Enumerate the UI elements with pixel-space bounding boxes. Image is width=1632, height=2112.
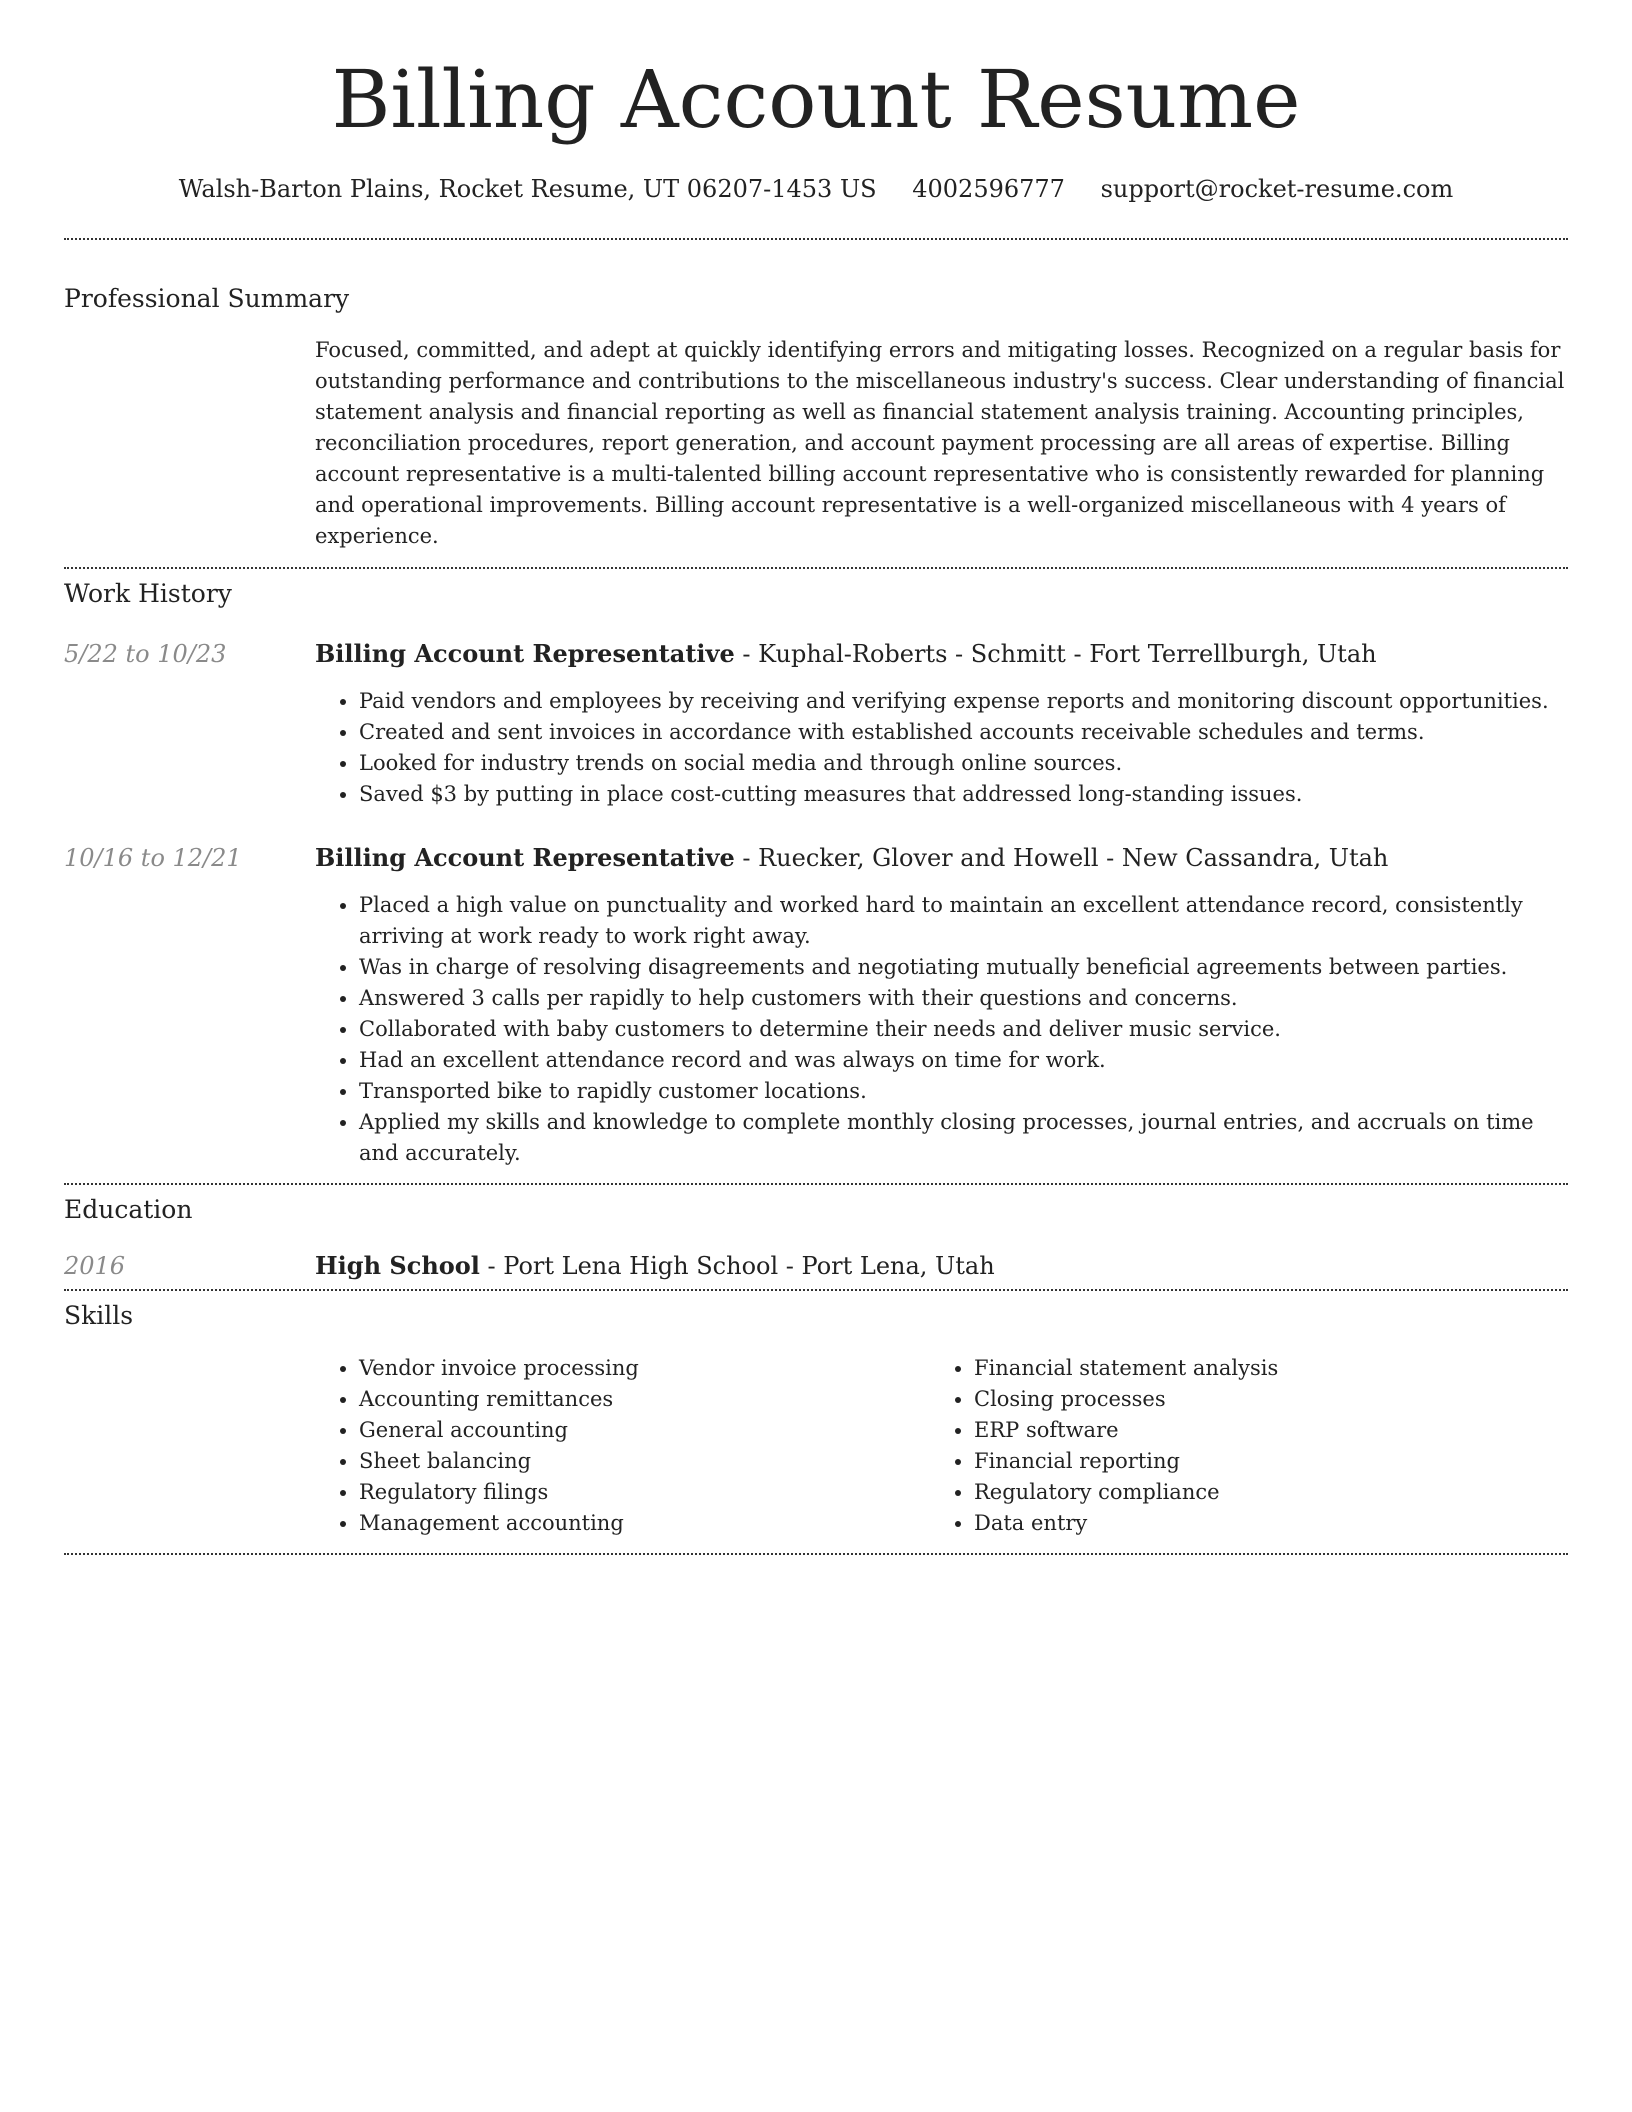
skill-item: • Regulatory filings [359,1477,930,1508]
skills-list-right [930,1353,1430,1539]
contact-info [64,172,1568,206]
skills-row [64,1353,1568,1539]
job-details: - Ruecker, Glover and Howell - New Cassandra, Utah [734,844,1389,872]
work-history-section [64,577,1568,1183]
job-bullet: • Looked for industry trends on social media and through online sources. [359,748,1568,779]
contact-phone: 4002596777 [912,175,1065,203]
skill-item: • Accounting remittances [359,1384,930,1415]
job-title-line [315,841,1568,875]
job-details: - Kuphal-Roberts - Schmitt - Fort Terrellburgh, Utah [734,640,1377,668]
job-bullets [315,890,1568,1169]
education-section [64,1193,1568,1283]
job-bullet: • Transported bike to rapidly customer locations. [359,1076,1568,1107]
job-bullet: • Collaborated with baby customers to determine their needs and deliver music service. [359,1014,1568,1045]
skill-item: • Management accounting [359,1508,930,1539]
section-divider [64,1553,1568,1555]
summary-section [64,282,1568,567]
skills-list-left [315,1353,930,1539]
skill-item: • Regulatory compliance [974,1477,1430,1508]
work-history-heading: Work History [64,579,232,608]
education-entry [64,1249,1568,1283]
contact-address: Walsh-Barton Plains, Rocket Resume, UT 06207-1453 US [178,175,877,203]
job-bullet: • Placed a high value on punctuality and worked hard to maintain an excellent attendance record, consistently arriving at work ready to work right away. [359,890,1568,952]
skill-item: • Sheet balancing [359,1446,930,1477]
contact-email: support@rocket-resume.com [1100,175,1454,203]
job-entry [64,637,1568,810]
skills-columns [315,1353,1568,1539]
job-bullet: • Answered 3 calls per rapidly to help customers with their questions and concerns. [359,983,1568,1014]
job-entry [64,841,1568,1183]
education-line [315,1249,1568,1283]
skill-item: • General accounting [359,1415,930,1446]
skill-item: • Data entry [974,1508,1430,1539]
summary-heading: Professional Summary [64,284,350,313]
skills-heading: Skills [64,1301,134,1330]
section-divider [64,1183,1568,1185]
skill-item: • Vendor invoice processing [359,1353,930,1384]
resume-title: Billing Account Resume [331,53,1301,146]
skill-item: • Closing processes [974,1384,1430,1415]
job-bullet: • Paid vendors and employees by receiving and verifying expense reports and monitoring discount opportunities. [359,686,1568,717]
summary-row [64,316,1568,567]
education-details: - Port Lena High School - Port Lena, Utah [479,1252,995,1280]
section-divider [64,567,1568,569]
job-bullet: • Had an excellent attendance record and was always on time for work. [359,1045,1568,1076]
job-bullet: • Saved $3 by putting in place cost-cutting measures that addressed long-standing issues. [359,779,1568,810]
job-title-line [315,637,1568,671]
job-content [315,841,1568,1183]
job-title: Billing Account Representative [315,843,735,872]
education-content [315,1249,1568,1283]
job-dates: 10/16 to 12/21 [64,844,242,872]
skill-item: • Financial reporting [974,1446,1430,1477]
education-heading: Education [64,1195,193,1224]
job-bullet: • Applied my skills and knowledge to complete monthly closing processes, journal entries, and accruals on time and accurately. [359,1107,1568,1169]
summary-text: Focused, committed, and adept at quickly identifying errors and mitigating losses. Recognized on a regular basis for outstanding performance and contributions to the miscellaneous industry's success. Clear understanding of financial statement analysis and financial reporting as well as financial statement analysis training. Accounting principles, reconciliation procedures, report generation, and account payment processing are all areas of expertise. Billing account representative is a multi-talented billing account representative who is consistently rewarded for planning and operational improvements. Billing account representative is a well-organized miscellaneous with 4 years of experience. [315,338,1565,548]
skill-item: • ERP software [974,1415,1430,1446]
job-bullets [315,686,1568,810]
skill-item: • Financial statement analysis [974,1353,1430,1384]
job-bullet: • Created and sent invoices in accordance with established accounts receivable schedules and terms. [359,717,1568,748]
job-dates: 5/22 to 10/23 [64,640,227,668]
job-bullet: • Was in charge of resolving disagreements and negotiating mutually beneficial agreements between parties. [359,952,1568,983]
education-degree: High School [315,1251,480,1280]
job-title: Billing Account Representative [315,639,735,668]
education-year: 2016 [64,1252,126,1280]
header-divider [64,238,1568,240]
skills-section [64,1299,1568,1539]
job-content [315,637,1568,810]
section-divider [64,1289,1568,1291]
